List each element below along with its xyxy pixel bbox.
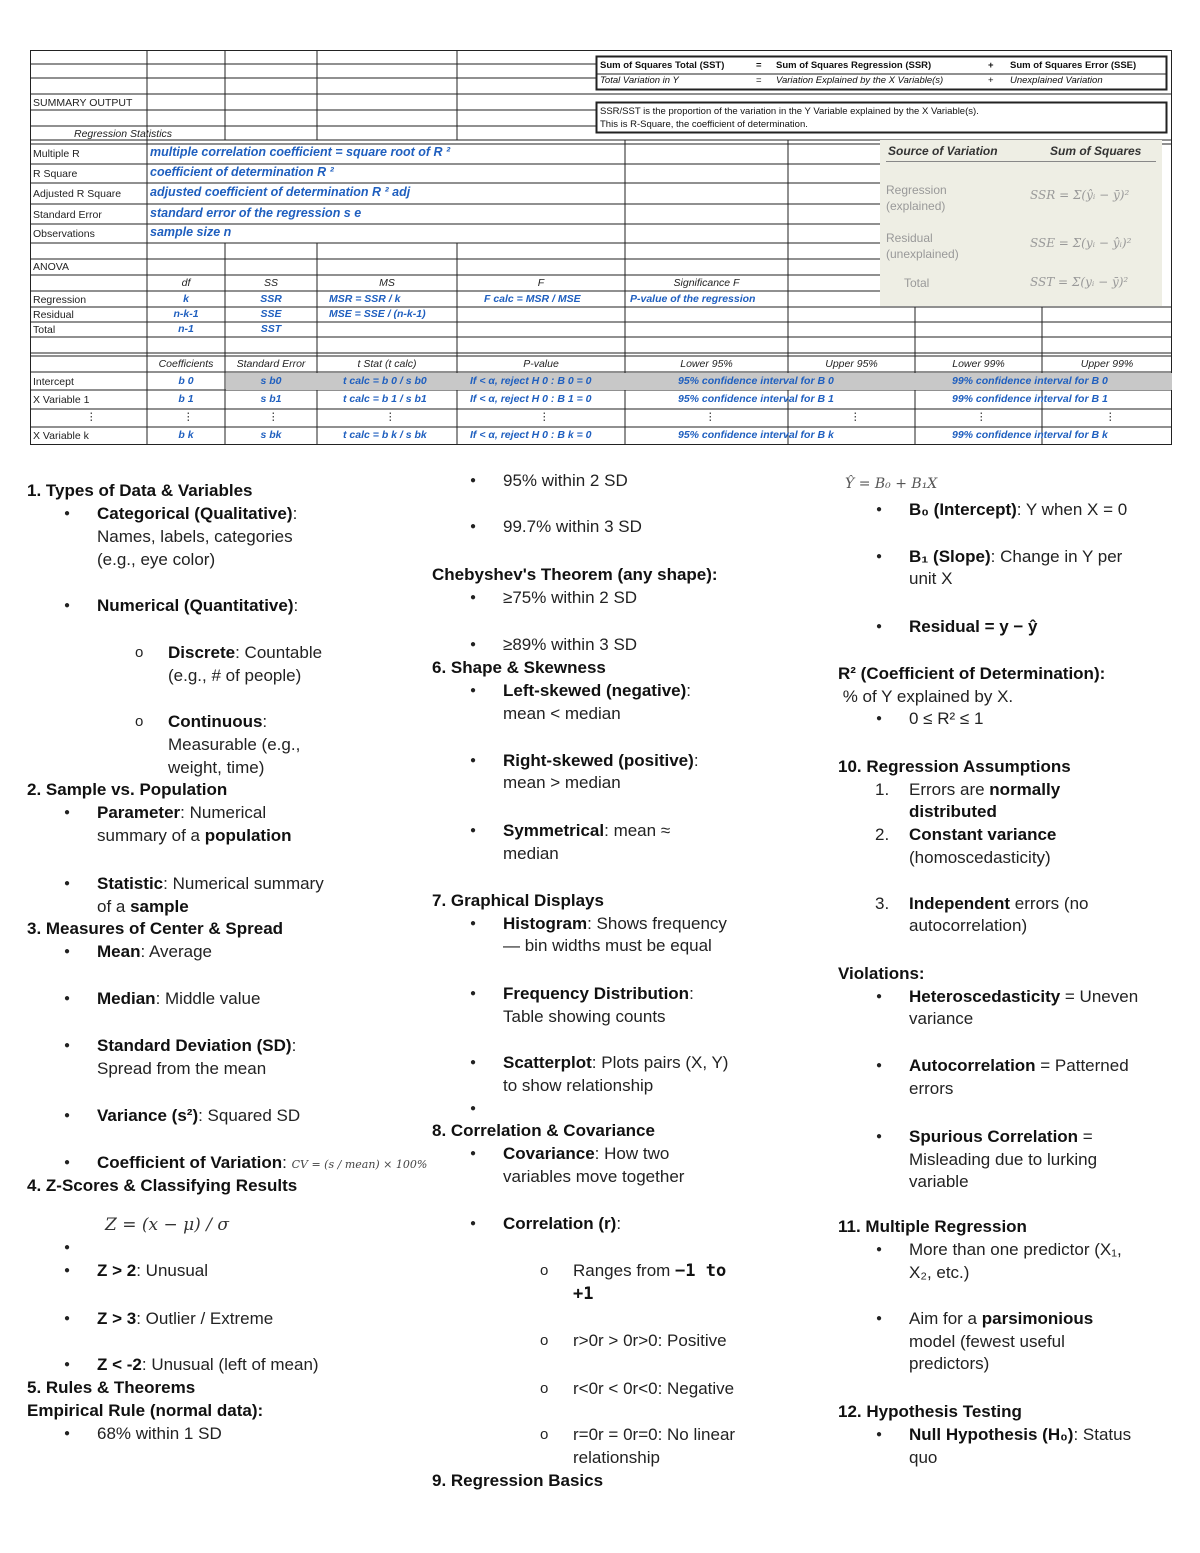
list-item-zneg bbox=[97, 1353, 319, 1376]
heteroscedasticity-desc: variance bbox=[909, 1009, 974, 1028]
equals-sign: = bbox=[756, 60, 762, 71]
anova-regression-ms: MSR = SSR / k bbox=[329, 293, 401, 305]
coef-header-upper-99: Upper 99% bbox=[1080, 358, 1134, 370]
section-sample-vs-population: 2. Sample vs. Population bbox=[27, 780, 228, 799]
section-regression-basics: 9. Regression Basics bbox=[432, 1471, 604, 1490]
text: : bbox=[616, 1214, 622, 1233]
text: : Average bbox=[140, 942, 212, 961]
anova-header-df: df bbox=[181, 277, 191, 289]
coef-header-p-value: P-value bbox=[523, 358, 559, 370]
panel-sst-formula: SST = Σ(yᵢ − ȳ)² bbox=[1030, 275, 1129, 289]
term-numerical: Numerical (Quantitative) bbox=[97, 596, 294, 615]
term-left-skewed: Left-skewed (negative) bbox=[503, 681, 687, 700]
text: : Outlier / Extreme bbox=[136, 1309, 274, 1328]
anova-header-ms: MS bbox=[379, 277, 395, 289]
term-categorical: Categorical (Qualitative) bbox=[97, 504, 293, 523]
corr-range-end bbox=[573, 1282, 593, 1306]
panel-header-source: Source of Variation bbox=[888, 144, 998, 158]
text: : bbox=[293, 596, 299, 615]
assumption-1-cont bbox=[909, 800, 997, 823]
panel-ssr-formula: SSR = Σ(ŷᵢ − ȳ)² bbox=[1030, 188, 1130, 202]
coef-xk-b: b k bbox=[178, 429, 194, 441]
section-multiple-regression: 11. Multiple Regression bbox=[838, 1217, 1027, 1236]
vdots-b: ⋮ bbox=[183, 411, 194, 423]
list-item-right-skewed bbox=[503, 749, 699, 772]
coef-x1-p: If < α, reject H 0 : B 1 = 0 bbox=[470, 393, 592, 405]
regression-statistics-label: Regression Statistics bbox=[74, 128, 173, 140]
term-distributed: distributed bbox=[909, 802, 997, 821]
panel-total-label: Total bbox=[904, 276, 930, 290]
summary-output-label: SUMMARY OUTPUT bbox=[33, 97, 133, 109]
section-rules-theorems: 5. Rules & Theorems bbox=[27, 1378, 196, 1397]
multiple-predictors-desc: X₂, etc.) bbox=[909, 1263, 970, 1282]
term-normally: normally bbox=[989, 780, 1061, 799]
term-sd: Standard Deviation (SD) bbox=[97, 1036, 292, 1055]
term-statistic: Statistic bbox=[97, 874, 164, 893]
coef-x1-b: b 1 bbox=[178, 393, 194, 405]
text: : bbox=[262, 712, 268, 731]
panel-sse-formula: SSE = Σ(yᵢ − ŷᵢ)² bbox=[1030, 236, 1132, 250]
text: = Uneven bbox=[1060, 987, 1139, 1006]
section-z-scores: 4. Z-Scores & Classifying Results bbox=[27, 1176, 298, 1195]
anova-header-significance-f: Significance F bbox=[673, 277, 740, 289]
anova-row-residual-label: Residual bbox=[33, 309, 74, 321]
list-item-z2 bbox=[97, 1259, 208, 1282]
anova-header-f: F bbox=[537, 277, 545, 289]
section-types-of-data: 1. Types of Data & Variables bbox=[27, 481, 253, 500]
list-item-sd bbox=[97, 1034, 296, 1057]
list-item-b0 bbox=[909, 498, 1127, 521]
list-item-numerical bbox=[97, 594, 298, 617]
text: of a bbox=[97, 897, 131, 916]
anova-row-regression-label: Regression bbox=[33, 294, 87, 306]
term-population: population bbox=[204, 826, 292, 845]
list-item-frequency-distribution bbox=[503, 982, 694, 1005]
coef-row-intercept-label: Intercept bbox=[33, 376, 74, 388]
text: summary of a bbox=[97, 826, 205, 845]
corr-zero-desc: relationship bbox=[573, 1448, 660, 1467]
list-item-continuous bbox=[168, 710, 267, 733]
list-number-3: 3. bbox=[875, 894, 890, 913]
parameter-desc bbox=[97, 824, 292, 847]
assumption-3-desc: autocorrelation) bbox=[909, 916, 1028, 935]
empirical-rule-heading: Empirical Rule (normal data): bbox=[27, 1401, 264, 1420]
coef-xk-ci99: 99% confidence interval for B k bbox=[952, 429, 1108, 441]
parsimonious-desc-1: model (fewest useful bbox=[909, 1332, 1065, 1351]
parsimonious-desc-2: predictors) bbox=[909, 1354, 990, 1373]
text: : Middle value bbox=[155, 989, 261, 1008]
assumption-2-desc: (homoscedasticity) bbox=[909, 848, 1051, 867]
stat-label-std-error: Standard Error bbox=[33, 209, 102, 221]
coef-header-standard-error: Standard Error bbox=[236, 358, 306, 370]
list-number-1: 1. bbox=[875, 780, 890, 799]
coef-intercept-ci95: 95% confidence interval for B 0 bbox=[678, 375, 834, 387]
source-of-variation-panel bbox=[880, 140, 1162, 306]
text: : bbox=[693, 751, 699, 770]
term-autocorrelation: Autocorrelation bbox=[909, 1056, 1036, 1075]
list-item-corr-zero: o r=0r = 0r=0: No linear bbox=[573, 1423, 735, 1446]
term-sample: sample bbox=[130, 897, 189, 916]
section-shape-skewness: 6. Shape & Skewness bbox=[432, 658, 606, 677]
covariance-desc: variables move together bbox=[503, 1167, 685, 1186]
text: : How two bbox=[594, 1144, 670, 1163]
vdots-t: ⋮ bbox=[385, 411, 396, 423]
anova-residual-ms: MSE = SSE / (n-k-1) bbox=[329, 308, 426, 320]
total-variation-label: Total Variation in Y bbox=[600, 75, 679, 86]
list-item-parameter bbox=[97, 801, 266, 824]
list-item-cv bbox=[97, 1151, 427, 1176]
section-graphical-displays: 7. Graphical Displays bbox=[432, 891, 604, 910]
term-cv: Coefficient of Variation bbox=[97, 1153, 283, 1172]
term-frequency-distribution: Frequency Distribution bbox=[503, 984, 690, 1003]
text: : Unusual bbox=[136, 1261, 209, 1280]
term-constant-variance: Constant variance bbox=[909, 825, 1057, 844]
frequency-distribution-desc: Table showing counts bbox=[503, 1007, 666, 1026]
text: : bbox=[686, 681, 691, 700]
autocorrelation-desc: errors bbox=[909, 1079, 954, 1098]
text: : bbox=[282, 1153, 287, 1172]
list-item-residual bbox=[909, 615, 1038, 638]
term-parameter: Parameter bbox=[97, 803, 181, 822]
panel-residual-label: Residual (unexplained) bbox=[886, 231, 959, 261]
term-heteroscedasticity: Heteroscedasticity bbox=[909, 987, 1061, 1006]
section-measures-center-spread: 3. Measures of Center & Spread bbox=[27, 919, 284, 938]
stat-desc-std-error: standard error of the regression s e bbox=[150, 206, 362, 220]
section-hypothesis-testing: 12. Hypothesis Testing bbox=[838, 1402, 1022, 1421]
anova-regression-significance: P-value of the regression bbox=[630, 293, 756, 305]
list-item-b1 bbox=[909, 545, 1122, 568]
continuous-desc-2: weight, time) bbox=[168, 758, 265, 777]
coef-intercept-p: If < α, reject H 0 : B 0 = 0 bbox=[470, 375, 592, 387]
term-right-skewed: Right-skewed (positive) bbox=[503, 751, 694, 770]
text: Errors are bbox=[909, 780, 990, 799]
panel-regression-label: Regression (explained) bbox=[886, 183, 947, 213]
vdots-lower95: ⋮ bbox=[705, 411, 716, 423]
coef-intercept-ci99: 99% confidence interval for B 0 bbox=[952, 375, 1108, 387]
coef-row-x1-label: X Variable 1 bbox=[33, 394, 90, 406]
null-hypothesis-desc: quo bbox=[909, 1448, 938, 1467]
term-zneg: Z < -2 bbox=[97, 1355, 142, 1374]
term-null-hypothesis: Null Hypothesis (H₀) bbox=[909, 1425, 1074, 1444]
categorical-desc-1: Names, labels, categories bbox=[97, 527, 293, 546]
list-item-corr-range bbox=[573, 1259, 726, 1283]
list-item-multiple-predictors: ● More than one predictor (X₁, bbox=[909, 1238, 1122, 1261]
panel-divider bbox=[886, 161, 1156, 162]
r-squared-desc: % of Y explained by X. bbox=[838, 687, 1014, 706]
cv-formula: CV = (s / mean) × 100% bbox=[291, 1158, 428, 1171]
text: : bbox=[291, 1036, 297, 1055]
spurious-desc-2: variable bbox=[909, 1172, 969, 1191]
term-symmetrical: Symmetrical bbox=[503, 821, 605, 840]
coef-xk-t: t calc = b k / s bk bbox=[343, 429, 427, 441]
text: : Y when X = 0 bbox=[1016, 500, 1128, 519]
term-median: Median bbox=[97, 989, 156, 1008]
list-item-75: ● ≥75% within 2 SD bbox=[503, 586, 637, 609]
list-item-997: ● 99.7% within 3 SD bbox=[503, 515, 642, 538]
list-item-68: ● 68% within 1 SD bbox=[97, 1422, 222, 1445]
text: : Status bbox=[1073, 1425, 1132, 1444]
plus-sign: + bbox=[988, 60, 994, 71]
term-histogram: Histogram bbox=[503, 914, 588, 933]
stat-desc-multiple-r: multiple correlation coefficient = square root of R ² bbox=[150, 145, 451, 159]
list-item-corr-negative: o r<0r < 0r<0: Negative bbox=[573, 1377, 734, 1400]
equals-sign-2: = bbox=[756, 75, 762, 86]
assumption-2 bbox=[909, 823, 1056, 846]
anova-residual-ss: SSE bbox=[260, 308, 282, 320]
list-item-left-skewed bbox=[503, 679, 691, 702]
list-item-heteroscedasticity bbox=[909, 985, 1138, 1008]
text: : Unusual (left of mean) bbox=[141, 1355, 319, 1374]
text: Ranges from bbox=[573, 1261, 676, 1280]
anova-total-df: n-1 bbox=[178, 323, 194, 335]
symmetrical-desc: median bbox=[503, 844, 559, 863]
coef-header-coefficients: Coefficients bbox=[158, 358, 214, 370]
coef-intercept-b: b 0 bbox=[178, 375, 194, 387]
text: : Countable bbox=[235, 643, 323, 662]
text: : Numerical summary bbox=[163, 874, 324, 893]
right-skewed-desc: mean > median bbox=[503, 773, 621, 792]
list-item-mean bbox=[97, 940, 212, 963]
list-item-r2-range: ● 0 ≤ R² ≤ 1 bbox=[909, 707, 983, 730]
vdots-p: ⋮ bbox=[539, 411, 550, 423]
list-number-2: 2. bbox=[875, 825, 890, 844]
anova-label: ANOVA bbox=[33, 261, 69, 273]
term-b0: B₀ (Intercept) bbox=[909, 500, 1017, 519]
list-item-statistic bbox=[97, 872, 324, 895]
list-item-null-hypothesis bbox=[909, 1423, 1131, 1446]
text: : Numerical bbox=[180, 803, 267, 822]
coef-x1-ci99: 99% confidence interval for B 1 bbox=[952, 393, 1108, 405]
section-correlation-covariance: 8. Correlation & Covariance bbox=[432, 1121, 655, 1140]
anova-row-total-label: Total bbox=[33, 324, 56, 336]
term-b1: B₁ (Slope) bbox=[909, 547, 991, 566]
sse-label: Sum of Squares Error (SSE) bbox=[1010, 60, 1137, 71]
sst-label: Sum of Squares Total (SST) bbox=[600, 60, 725, 71]
text: Aim for a bbox=[909, 1309, 982, 1328]
coef-header-lower-99: Lower 99% bbox=[952, 358, 1005, 370]
stat-label-observations: Observations bbox=[33, 228, 95, 240]
text: = bbox=[1078, 1127, 1093, 1146]
text: : mean ≈ bbox=[604, 821, 671, 840]
list-item-median bbox=[97, 987, 260, 1010]
term-z2: Z > 2 bbox=[97, 1261, 137, 1280]
list-item-spurious-correlation bbox=[909, 1125, 1093, 1148]
continuous-desc-1: Measurable (e.g., bbox=[168, 735, 301, 754]
term-z3: Z > 3 bbox=[97, 1309, 137, 1328]
list-item-correlation bbox=[503, 1212, 621, 1235]
list-item-variance bbox=[97, 1104, 300, 1127]
stat-label-r-square: R Square bbox=[33, 168, 78, 180]
unexplained-variation-label: Unexplained Variation bbox=[1010, 75, 1103, 86]
list-item-symmetrical bbox=[503, 819, 670, 842]
ssr-label: Sum of Squares Regression (SSR) bbox=[776, 60, 932, 71]
histogram-desc: — bin widths must be equal bbox=[503, 936, 712, 955]
text: : Shows frequency bbox=[587, 914, 727, 933]
panel-header-ss: Sum of Squares bbox=[1050, 144, 1142, 158]
coef-row-xk-label: X Variable k bbox=[33, 430, 89, 442]
coef-x1-ci95: 95% confidence interval for B 1 bbox=[678, 393, 834, 405]
term-covariance: Covariance bbox=[503, 1144, 595, 1163]
text: : bbox=[292, 504, 298, 523]
list-item-89: ● ≥89% within 3 SD bbox=[503, 633, 637, 656]
stat-label-multiple-r: Multiple R bbox=[33, 148, 80, 160]
anova-regression-f: F calc = MSR / MSE bbox=[484, 293, 581, 305]
rsquare-note-line1: SSR/SST is the proportion of the variation in the Y Variable explained by the X Variable(s). bbox=[600, 106, 979, 117]
plus-sign-2: + bbox=[988, 75, 994, 86]
term-plus-one: +1 bbox=[573, 1284, 594, 1304]
vdots-upper95: ⋮ bbox=[850, 411, 861, 423]
term-spurious-correlation: Spurious Correlation bbox=[909, 1127, 1079, 1146]
left-skewed-desc: mean < median bbox=[503, 704, 621, 723]
vdots-label: ⋮ bbox=[86, 411, 97, 423]
notes-column-1 bbox=[0, 0, 430, 1553]
text: errors (no bbox=[1010, 894, 1089, 913]
list-item-z3 bbox=[97, 1307, 273, 1330]
stat-desc-r-square: coefficient of determination R ² bbox=[150, 165, 334, 179]
coef-header-lower-95: Lower 95% bbox=[680, 358, 733, 370]
explained-variation-label: Variation Explained by the X Variable(s) bbox=[776, 75, 944, 86]
assumption-1 bbox=[909, 778, 1060, 801]
sd-desc: Spread from the mean bbox=[97, 1059, 267, 1078]
discrete-desc: (e.g., # of people) bbox=[168, 666, 302, 685]
anova-regression-df: k bbox=[183, 293, 189, 305]
r-squared-heading: R² (Coefficient of Determination): bbox=[838, 664, 1106, 683]
regression-equation: Ŷ = B₀ + B₁X bbox=[845, 476, 938, 492]
list-item-scatterplot bbox=[503, 1051, 728, 1074]
list-item-discrete bbox=[168, 641, 322, 664]
term-scatterplot: Scatterplot bbox=[503, 1053, 592, 1072]
violations-heading: Violations: bbox=[838, 964, 925, 983]
anova-header-ss: SS bbox=[263, 277, 278, 289]
stat-desc-observations: sample size n bbox=[150, 225, 232, 239]
coef-xk-se: s bk bbox=[260, 429, 282, 441]
term-parsimonious: parsimonious bbox=[981, 1309, 1094, 1328]
text: : Plots pairs (X, Y) bbox=[591, 1053, 729, 1072]
list-item-95: ● 95% within 2 SD bbox=[503, 469, 628, 492]
term-range: −1 to bbox=[675, 1261, 727, 1281]
coef-header-t-stat: t Stat (t calc) bbox=[357, 358, 417, 370]
term-residual: Residual = y − ŷ bbox=[909, 617, 1038, 636]
assumption-3 bbox=[909, 892, 1088, 915]
term-correlation: Correlation (r) bbox=[503, 1214, 617, 1233]
vdots-se: ⋮ bbox=[268, 411, 279, 423]
coef-intercept-t: t calc = b 0 / s b0 bbox=[343, 375, 427, 387]
list-item-covariance bbox=[503, 1142, 669, 1165]
vdots-upper99: ⋮ bbox=[1105, 411, 1116, 423]
list-item-categorical bbox=[97, 502, 297, 525]
term-independent: Independent bbox=[909, 894, 1011, 913]
b1-desc: unit X bbox=[909, 569, 953, 588]
scatterplot-desc: to show relationship bbox=[503, 1076, 654, 1095]
anova-residual-df: n-k-1 bbox=[173, 308, 199, 320]
anova-total-ss: SST bbox=[260, 323, 282, 335]
coef-xk-p: If < α, reject H 0 : B k = 0 bbox=[470, 429, 592, 441]
text: : bbox=[689, 984, 694, 1003]
coef-xk-ci95: 95% confidence interval for B k bbox=[678, 429, 834, 441]
list-item-corr-positive: o r>0r > 0r>0: Positive bbox=[573, 1329, 727, 1352]
categorical-desc-2: (e.g., eye color) bbox=[97, 550, 216, 569]
text: : Change in Y per bbox=[990, 547, 1123, 566]
chebyshev-heading: Chebyshev's Theorem (any shape): bbox=[432, 565, 718, 584]
term-continuous: Continuous bbox=[168, 712, 263, 731]
text: = Patterned bbox=[1035, 1056, 1129, 1075]
list-item-parsimonious bbox=[909, 1307, 1093, 1330]
list-item-histogram bbox=[503, 912, 727, 935]
coef-x1-t: t calc = b 1 / s b1 bbox=[343, 393, 427, 405]
spurious-desc-1: Misleading due to lurking bbox=[909, 1150, 1098, 1169]
vdots-lower99: ⋮ bbox=[976, 411, 987, 423]
stat-label-adj-r-square: Adjusted R Square bbox=[33, 188, 122, 200]
term-discrete: Discrete bbox=[168, 643, 236, 662]
text: : Squared SD bbox=[198, 1106, 301, 1125]
z-formula: Z = (x − μ) / σ bbox=[105, 1215, 229, 1235]
list-item-autocorrelation bbox=[909, 1054, 1129, 1077]
term-mean: Mean bbox=[97, 942, 141, 961]
anova-regression-ss: SSR bbox=[260, 293, 282, 305]
coef-header-upper-95: Upper 95% bbox=[825, 358, 878, 370]
section-regression-assumptions: 10. Regression Assumptions bbox=[838, 757, 1071, 776]
term-variance: Variance (s²) bbox=[97, 1106, 199, 1125]
coef-intercept-se: s b0 bbox=[260, 375, 282, 387]
stat-desc-adj-r-square: adjusted coefficient of determination R ² adj bbox=[150, 185, 411, 199]
statistic-desc bbox=[97, 895, 189, 918]
rsquare-note-line2: This is R-Square, the coefficient of determination. bbox=[600, 119, 808, 130]
coef-x1-se: s b1 bbox=[260, 393, 282, 405]
